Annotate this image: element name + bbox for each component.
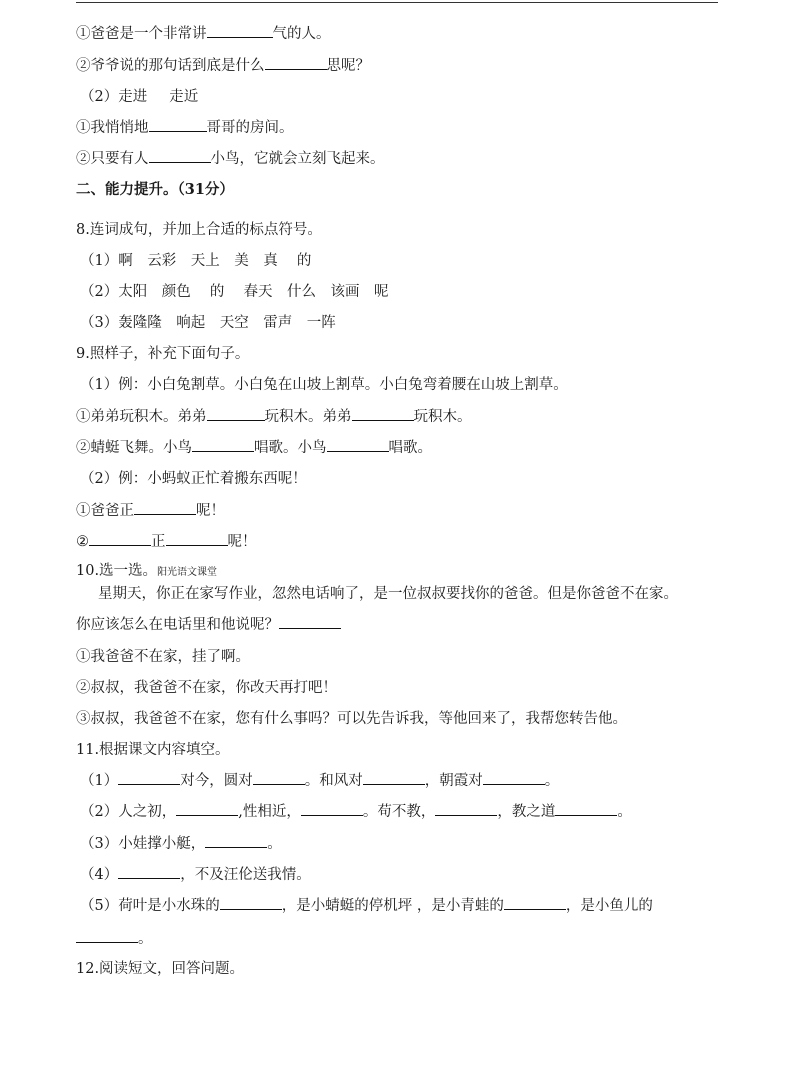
- q7-1-line: ①爸爸是一个非常讲 气的人。: [76, 23, 736, 45]
- answer-blank[interactable]: [435, 801, 497, 816]
- answer-blank[interactable]: [207, 23, 273, 38]
- answer-blank[interactable]: [192, 437, 254, 452]
- answer-blank[interactable]: [118, 770, 180, 785]
- q9-4-line: ② 正 呢！: [76, 531, 736, 553]
- answer-blank[interactable]: [483, 770, 545, 785]
- answer-blank[interactable]: [265, 55, 327, 70]
- q11-3-line: （3）小娃撑小艇， 。: [80, 833, 740, 855]
- answer-blank[interactable]: [253, 770, 305, 785]
- q7-2-line: ②爷爷说的那句话到底是什么 思呢？: [76, 55, 736, 77]
- answer-blank[interactable]: [279, 614, 341, 629]
- q8-3: （3）轰隆隆 响起 天空 雷声 一阵: [80, 315, 336, 331]
- q10-title: 10.选一选。阳光语文课堂: [76, 563, 218, 579]
- answer-blank[interactable]: [301, 801, 363, 816]
- q12-title: 12.阅读短文，回答问题。: [76, 961, 245, 977]
- q11-5-line: （5）荷叶是小水珠的 ，是小蜻蜓的停机坪 ，是小青蛙的 ，是小鱼儿的: [80, 895, 740, 917]
- answer-blank[interactable]: [555, 801, 617, 816]
- q9-example-1: （1）例：小白兔割草。小白兔在山坡上割草。小白兔弯着腰在山坡上割草。: [80, 377, 568, 393]
- answer-blank[interactable]: [176, 801, 238, 816]
- q10-option-3: ③叔叔，我爸爸不在家，您有什么事吗？可以先告诉我，等他回来了，我帮您转告他。: [76, 711, 627, 727]
- q9-1-line: ①弟弟玩积木。弟弟 玩积木。弟弟 玩积木。: [76, 406, 736, 428]
- q7-4-line: ②只要有人 小鸟，它就会立刻飞起来。: [76, 148, 736, 170]
- q9-title: 9.照样子，补充下面句子。: [76, 346, 250, 362]
- answer-blank[interactable]: [118, 864, 180, 879]
- answer-blank[interactable]: [207, 406, 265, 421]
- answer-blank[interactable]: [149, 117, 207, 132]
- q10-question: 你应该怎么在电话里和他说呢？: [76, 614, 736, 636]
- answer-blank[interactable]: [89, 531, 151, 546]
- q9-3-line: ①爸爸正 呢！: [76, 500, 736, 522]
- answer-blank[interactable]: [220, 895, 282, 910]
- q10-option-2: ②叔叔，我爸爸不在家，你改天再打吧！: [76, 680, 337, 696]
- watermark-text: 阳光语文课堂: [157, 567, 218, 578]
- answer-blank[interactable]: [504, 895, 566, 910]
- q11-title: 11.根据课文内容填空。: [76, 742, 230, 758]
- q9-2-line: ②蜻蜓飞舞。小鸟 唱歌。小鸟 唱歌。: [76, 437, 736, 459]
- q11-4-line: （4） ，不及汪伦送我情。: [80, 864, 740, 886]
- q11-2-line: （2）人之初， ,性相近， 。苟不教， ，教之道 。: [80, 801, 740, 823]
- answer-blank[interactable]: [352, 406, 414, 421]
- q10-passage: 星期天，你正在家写作业，忽然电话响了，是一位叔叔要找你的爸爸。但是你爸爸不在家。: [98, 586, 678, 602]
- answer-blank[interactable]: [76, 928, 138, 943]
- answer-blank[interactable]: [205, 833, 267, 848]
- q8-title: 8.连词成句，并加上合适的标点符号。: [76, 222, 322, 238]
- answer-blank[interactable]: [327, 437, 389, 452]
- answer-blank[interactable]: [134, 500, 196, 515]
- q7-3-line: ①我悄悄地 哥哥的房间。: [76, 117, 736, 139]
- section-heading: 二、能力提升。（31分）: [76, 181, 234, 198]
- q11-1-line: （1） 对今，圆对 。和风对 ，朝霞对 。: [80, 770, 740, 792]
- q9-example-2: （2）例：小蚂蚁正忙着搬东西呢！: [80, 471, 307, 487]
- answer-blank[interactable]: [363, 770, 425, 785]
- q7-part2-heading: （2）走进 走近: [80, 89, 199, 105]
- q8-1: （1）啊 云彩 天上 美 真 的: [80, 253, 312, 269]
- q11-5-continuation: 。: [76, 928, 736, 950]
- answer-blank[interactable]: [149, 148, 211, 163]
- q10-option-1: ①我爸爸不在家，挂了啊。: [76, 649, 250, 665]
- q8-2: （2）太阳 颜色 的 春天 什么 该画 呢: [80, 284, 389, 300]
- answer-blank[interactable]: [166, 531, 228, 546]
